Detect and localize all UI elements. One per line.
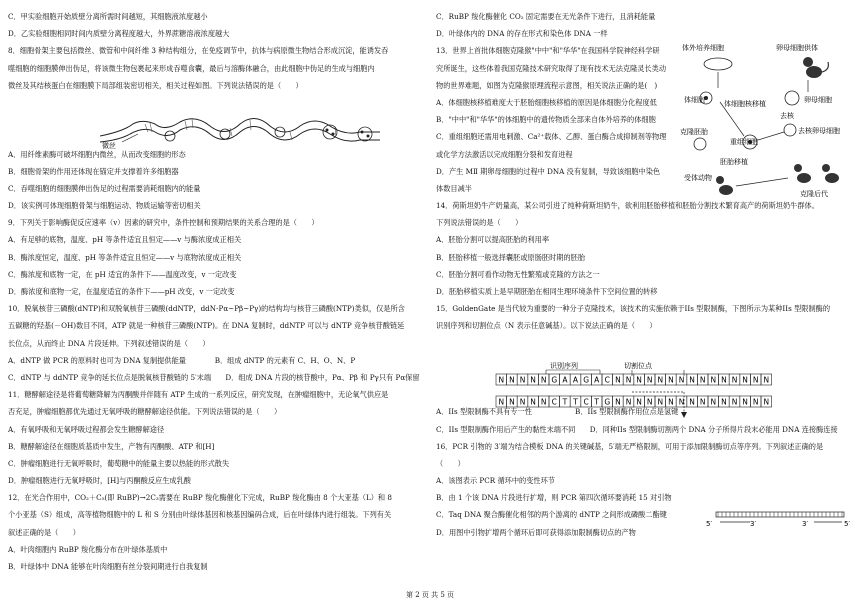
enucleated-oocyte-label: 去核卵母细胞 (798, 127, 840, 135)
clone-offspring-label: 克隆后代 (800, 190, 828, 198)
base-letter: N (721, 397, 727, 407)
restriction-site-figure (494, 360, 774, 422)
base-letter: G (583, 375, 590, 385)
text-line: 微丝及其结核蛋白在细胞膜下局部组装密切相关，相关过程如图。下列说法错误的是（ ） (8, 80, 303, 90)
base-letter: N (646, 397, 653, 407)
base-letter: N (636, 375, 642, 385)
clone-embryo-label: 克隆胚胎 (680, 128, 708, 136)
text-line: C．吞噬细胞的细胞膜伸出伪足的过程需要消耗细胞内的能量 (8, 183, 201, 193)
text-line: B．胚胎移植一般选择囊胚或原肠胚时期的胚胎 (436, 252, 586, 262)
base-letter: C (604, 375, 610, 385)
base-letter: N (731, 397, 738, 407)
base-letter: N (678, 397, 685, 407)
base-letter: T (573, 397, 578, 407)
base-letter: C (551, 397, 557, 407)
text-line: 长位点，从而终止 DNA 片段延伸。下列叙述错误的是（ ） (8, 338, 210, 348)
text-line: 究所诞生，这些体着我国克隆技术研究取得了现有技术无法克隆灵长类动 (436, 63, 667, 73)
text-line: D．用图中引物扩增两个循环后即可获得添加限制酶切点的产物 (436, 527, 636, 537)
text-line: A．用纤维素酶可破坏细胞内微丝，从而改变细胞的形态 (8, 149, 186, 159)
text-line: 11．糖酵解途径是将葡萄糖降解为丙酮酸并伴随有 ATP 生成的一系列反应，研究发现，在肿瘤细胞中，无论氧气供应是 (8, 390, 389, 400)
base-letter: N (752, 375, 759, 385)
text-line: A．胚胎分割可以提高胚胎的利用率 (436, 235, 550, 245)
text-line: C．IIs 型限制酶作用后产生的黏性末端不同 D．同种IIs 型限制酶切割两个 DNA 分子所得片段末必能用 DNA 连接酶连接 (436, 424, 838, 434)
text-line: B．"中中"和"华华"的体细胞中的遗传物质全部来自体外培养的体细胞 (436, 115, 656, 125)
base-letter: N (498, 375, 505, 385)
text-line: B．由 1 个该 DNA 片段进行扩增，则 PCR 第四次循环要消耗 15 对引物 (436, 493, 672, 503)
text-line: 16．PCR 引物的 3′端为结合模板 DNA 的关键碱基，5′端无严格限制，可用于添加限制酶切点等序列。下列叙述正确的是 (436, 441, 824, 451)
text-line: B．叶绿体中 DNA 能够在叶肉细胞有丝分裂间期进行自我复制 (8, 562, 208, 571)
text-line: C．dNTP 与 ddNTP 竞争的延长位点是脱氧核苷酸链的 5′末端 D．组成 DNA 片段的核苷酸中，Pα、Pβ 和 Pγ只有 Pα保留 (8, 372, 420, 382)
text-line: B．酶浓度恒定，温度、pH 等条件适宜且恒定——v 与底物浓度成正相关 (8, 252, 242, 262)
text-line: A．该图表示 PCR 循环中的变性环节 (436, 476, 555, 486)
base-letter: A (562, 375, 568, 385)
cloning-flow-figure (680, 40, 856, 200)
base-letter: N (625, 397, 632, 407)
text-line: C．RuBP 羧化酶催化 CO₂ 固定需要在无光条件下进行，且消耗能量 (436, 12, 656, 21)
base-letter: N (742, 375, 748, 385)
base-letter: T (594, 397, 599, 407)
text-line: 12．在光合作用中，CO₂＋C₅(即 RuBP)→2C₃需要在 RuBP 羧化酶催化下完成，RuBP 羧化酶由 8 个大亚基（L）和 8 (8, 493, 392, 503)
text-line: D．胚胎移植实质上是早期胚胎在相同生理环境条件下空间位置的转移 (436, 287, 658, 296)
base-letter: G (604, 397, 611, 407)
enucleate-label: 去核 (780, 112, 794, 120)
text-line: D．肿瘤细胞进行无氧呼吸时，[H]与丙酮酸反应生成乳酸 (8, 476, 191, 486)
text-line: A．有氧呼吸和无氧呼吸过程都会发生糖酵解途径 (8, 424, 165, 434)
base-letter: T (562, 397, 568, 407)
culture-dish-icon (704, 58, 732, 70)
base-letter: N (678, 375, 685, 385)
text-line: 否充足，肿瘤细胞都优先通过无氧呼吸的糖酵解途径供能。下列说法错误的是（ ） (8, 407, 282, 417)
base-letter: N (699, 375, 706, 385)
five-prime-label-a: 5′ (706, 520, 713, 528)
base-letter: N (752, 397, 759, 407)
text-line: 10．脱氧核苷三磷酸(dNTP)和双脱氧核苷三磷酸(ddNTP，ddN-Pα~Pβ~Pγ)的结构均与核苷三磷酸(NTP)类似，仅是所含 (8, 304, 405, 314)
embryo-transfer-label: 胚胎移植 (720, 158, 748, 166)
nuclear-transfer-label: 体细胞核移植 (724, 100, 766, 108)
base-letter: A (594, 375, 600, 385)
base-letter: N (646, 375, 653, 385)
text-line: 8．细胞骨架主要包括微丝、微管和中间纤维 3 种结构组分，在免疫调节中，抗体与病原微生物结合形成沉淀，能诱发吞 (8, 46, 389, 56)
text-line: A．叶肉细胞内 RuBP 羧化酶分布在叶绿体基质中 (8, 544, 168, 554)
base-letter: N (530, 397, 536, 407)
base-letter: N (530, 375, 536, 385)
microfilament-label: 微丝 (102, 142, 116, 150)
reconstructed-cell-label: 重组细胞 (730, 138, 758, 146)
text-line (436, 335, 852, 352)
text-line: 噬细胞的细胞膜伸出伪足，将该微生物包裹起来形成吞噬食囊，最后与溶酶体融合，由此细胞中伪足的生成与细胞内 (8, 63, 375, 73)
text-line: A．体细胞核移植难度大于胚胎细胞核移植的原因是体细胞分化程度低 (436, 97, 657, 107)
base-letter: N (710, 375, 717, 385)
text-line: C．甲实验细胞开始质壁分离所需时间越短，其细胞液浓度越小 (8, 12, 208, 21)
text-line: 13．世界上首批体细胞克隆猴"中中"和"华华"在我国科学院神经科学研 (436, 46, 660, 56)
base-letter: N (689, 397, 695, 407)
recipient-label: 受体动物 (684, 174, 712, 182)
base-letter: C (583, 397, 589, 407)
oocyte-donor-label: 卵母细胞供体 (776, 44, 818, 52)
base-letter: N (519, 397, 526, 407)
base-letter: N (731, 375, 738, 385)
recipient-monkey-icon (716, 176, 733, 195)
base-letter: N (625, 375, 632, 385)
base-letter: N (657, 397, 664, 407)
text-line: D．乙实验细胞相同时间内质壁分离程度越大，外界蔗糖溶液浓度越大 (8, 29, 230, 39)
base-letter: N (689, 375, 695, 385)
text-line: 识别序列和切割位点（N 表示任意碱基）。以下说法正确的是（ ） (436, 321, 657, 331)
text-line: A．有足够的底物，温度、pH 等条件适宜且恒定——v 与酶浓度成正相关 (8, 235, 242, 245)
clone-offspring-icon (794, 164, 839, 183)
text-line: 体数目减半 (436, 183, 472, 193)
text-line: （ ） (436, 458, 465, 468)
base-letter: N (615, 397, 621, 407)
text-line: D．该实例可体现细胞骨架与细胞运动、物质运输等密切相关 (8, 201, 201, 211)
text-line: A．IIs 型限制酶不具有专一性 B．IIs 型限制酶作用位点是氢键 (436, 407, 679, 417)
three-prime-label-a: 3′ (750, 520, 757, 528)
text-line: 9．下列关于影响酶促反应速率（v）因素的研究中，条件控制和预期结果的关系合理的是（ ） (8, 218, 319, 228)
text-line: 15．GoldenGate 是当代较为重要的一种分子克隆技术，该技术的实施依赖于IIs 型限制酶，下图所示为某种IIs 型限制酶的 (436, 304, 831, 314)
monkey-icon (803, 57, 828, 78)
text-line: 下列说法错误的是（ ） (436, 218, 523, 228)
base-letter: N (763, 397, 770, 407)
text-line: C．胚胎分割可看作动物无性繁殖或克隆的方法之一 (436, 269, 600, 279)
base-letter: N (615, 375, 621, 385)
text-line: C．Taq DNA 聚合酶催化相邻的两个游离的 dNTP 之间形成磷酸二酯键 (436, 510, 667, 520)
left-column (8, 8, 420, 575)
text-line: D．酶浓度和底物一定，在温度适宜的条件下——pH 改变，v 一定改变 (8, 287, 235, 296)
base-letter: N (763, 375, 770, 385)
phagocytosis-figure (100, 112, 380, 150)
cut-site-label: 切割位点 (624, 362, 652, 370)
base-letter: N (509, 375, 515, 385)
base-letter: N (710, 397, 717, 407)
oocyte-label: 卵母细胞 (804, 96, 832, 104)
base-letter: N (498, 397, 505, 407)
base-letter: N (509, 397, 515, 407)
text-line: D．产生 MⅡ 期卵母细胞的过程中 DNA 没有复制，导致该细胞中染色 (436, 166, 661, 176)
base-letter: N (699, 397, 706, 407)
base-letter: N (657, 375, 664, 385)
text-line: C．酶浓度和底物一定，在 pH 适宜的条件下——温度改变，v 一定改变 (8, 269, 237, 279)
somatic-cell-label: 体细胞 (684, 96, 705, 104)
base-letter: N (540, 397, 547, 407)
base-letter: N (668, 375, 674, 385)
text-line: 五碳糖的羟基(－OH)数目不同，ATP 就是一种核苷三磷酸(NTP)。在 DNA 复制时，ddNTP 可以与 dNTP 竞争核苷酸链延 (8, 321, 405, 331)
text-line: B．糖酵解途径在细胞质基质中发生，产物有丙酮酸、ATP 和[H] (8, 441, 215, 451)
pcr-primer-figure (706, 506, 856, 530)
base-letter: G (551, 375, 558, 385)
cultured-cells-label: 体外培养细胞 (682, 44, 724, 52)
text-line: 个小亚基（S）组成，高等植物细胞中的 L 和 S 分别由叶绿体基因和核基因编码合成，后在叶绿体内进行组装。下列有关 (8, 510, 392, 520)
base-letter: N (636, 397, 642, 407)
text-line (8, 94, 420, 111)
text-line: 或化学方法激活以完成细胞分裂和发育进程 (436, 149, 573, 159)
base-letter: N (519, 375, 526, 385)
text-line: 14．荷斯坦奶牛产奶量高，某公司引进了纯种荷斯坦奶牛，欲利用胚胎移植和胚胎分割技术繁育高产的荷斯坦奶牛群体。 (436, 201, 819, 211)
text-line: C．肿瘤细胞进行无氧呼吸时，葡萄糖中的能量主要以热能的形式散失 (8, 458, 230, 468)
base-letter: N (540, 375, 547, 385)
five-prime-label-b: 5′ (844, 520, 851, 528)
text-line: C．重组细胞还需用电刺激、Ca²⁺载体、乙醇、蛋白酶合成抑制剂等物理 (436, 132, 667, 142)
three-prime-label-b: 3′ (802, 520, 809, 528)
text-line: D．叶绿体内的 DNA 的存在形式和染色体 DNA 一样 (436, 29, 608, 39)
text-line: 叙述正确的是（ ） (8, 527, 80, 537)
page-footer: 第 2 页 共 5 页 (405, 591, 455, 599)
base-letter: N (668, 397, 674, 407)
base-letter: A (572, 375, 579, 385)
text-line: A．dNTP 做 PCR 的原料时也可为 DNA 复制提供能量 B．组成 dNTP 的元素有 C、H、O、N、P (8, 355, 356, 365)
text-line: 物的世界难题，如图为克隆猴原理流程示意图，相关说法正确的是( ) (436, 80, 658, 90)
recognition-sequence-label: 识别序列 (550, 362, 578, 370)
text-line: B．细胞骨架的作用还体现在锚定并支撑着许多细胞器 (8, 166, 179, 176)
base-letter: N (742, 397, 748, 407)
base-letter: N (721, 375, 727, 385)
